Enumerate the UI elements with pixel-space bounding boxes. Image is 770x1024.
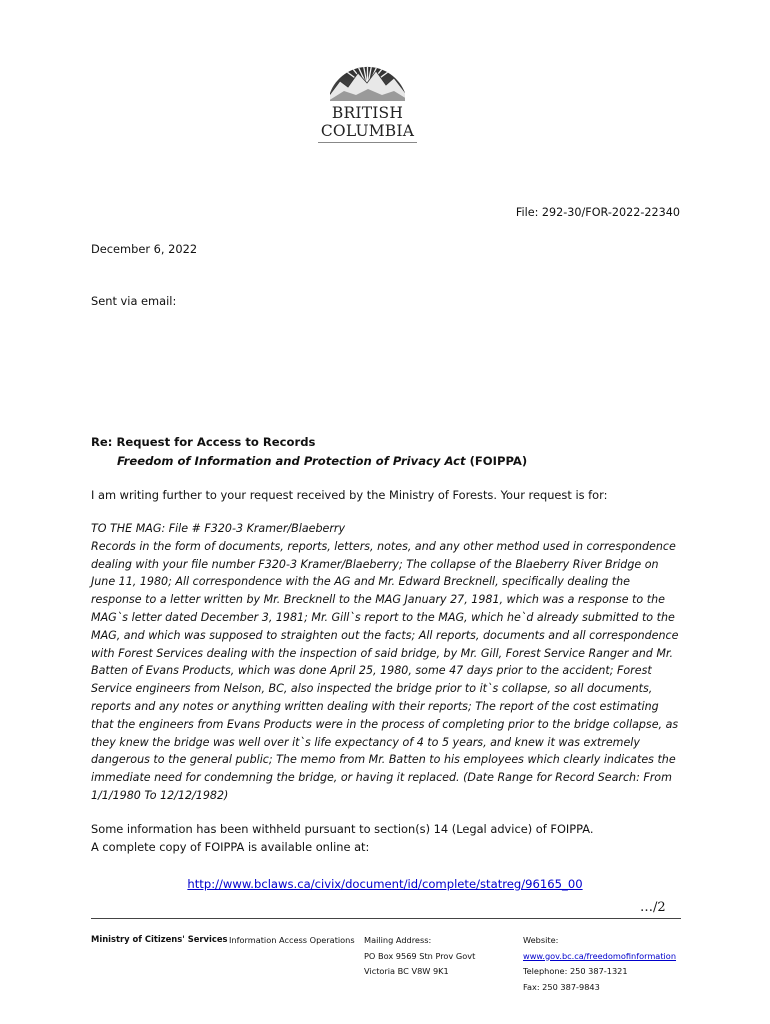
- website-link[interactable]: www.gov.bc.ca/freedomofinformation: [523, 950, 677, 961]
- copy-available-line: A complete copy of FOIPPA is available online at:: [91, 840, 370, 854]
- re-act-line: [91, 452, 527, 471]
- request-line: TO THE MAG: File # F320-3 Kramer/Blaeberry: [91, 522, 346, 535]
- footer-mailing: [364, 933, 475, 980]
- request-line: reports and any notes or anything written dealing with their reports; The report of the cost estimating: [91, 699, 659, 713]
- page-continuation: …/2: [640, 900, 666, 915]
- telephone: Telephone: 250 387-1321: [523, 966, 628, 976]
- mailing-line2: Victoria BC V8W 9K1: [364, 966, 449, 976]
- request-text: [91, 520, 691, 805]
- letterhead-underline: [318, 142, 417, 143]
- mailing-label: Mailing Address:: [364, 935, 432, 945]
- letterhead-british: BRITISH: [331, 104, 404, 122]
- request-line: MAG, and which was supposed to straighten out the facts; All reports, documents and all correspondence: [91, 628, 679, 642]
- bc-sun-mountain-emblem: [310, 45, 425, 107]
- file-reference: File: 292-30/FOR-2022-22340: [515, 206, 680, 219]
- intro-paragraph: I am writing further to your request received by the Ministry of Forests. Your request is for:: [91, 488, 608, 502]
- link-wrapper: [0, 873, 770, 892]
- request-line: dangerous to the general public; The memo from Mr. Batten to his employees which clearly indicates the: [91, 753, 676, 767]
- website-label: Website:: [523, 935, 559, 945]
- withheld-paragraph: [91, 820, 594, 856]
- sent-via: Sent via email:: [91, 294, 177, 308]
- re-subject: [91, 433, 527, 470]
- act-name: Freedom of Information and Protection of Privacy Act: [117, 453, 466, 468]
- letter-date: December 6, 2022: [91, 242, 198, 256]
- footer-divider: [91, 918, 681, 919]
- request-line: Records in the form of documents, reports, letters, notes, and any other method used in correspondence: [91, 539, 676, 553]
- mailing-line1: PO Box 9569 Stn Prov Govt: [364, 950, 476, 961]
- bc-logo: [310, 45, 425, 147]
- act-abbrev: (FOIPPA): [465, 453, 528, 468]
- request-line: that the engineers from Evans Products were in the process of completing prior to the bridge collapse, as: [91, 717, 679, 731]
- request-line: 1/1/1980 To 12/12/1982): [91, 788, 229, 802]
- withheld-line: Some information has been withheld pursuant to section(s) 14 (Legal advice) of FOIPPA.: [91, 822, 594, 836]
- request-line: they knew the bridge was well over it`s life expectancy of 4 to 5 years, and knew it was extremely: [91, 735, 640, 749]
- footer-contact: [523, 933, 676, 995]
- request-line: June 11, 1980; All correspondence with the AG and Mr. Edward Brecknell, specifically dealing the: [91, 575, 630, 589]
- fax: Fax: 250 387-9843: [523, 981, 600, 992]
- request-line: Service engineers from Nelson, BC, also inspected the bridge prior to it`s collapse, so all documents,: [91, 682, 653, 696]
- letterhead-columbia: COLUMBIA: [320, 122, 415, 140]
- re-line: Re: Request for Access to Records: [91, 435, 316, 449]
- request-line: MAG`s letter dated December 3, 1981; Mr. Gill`s report to the MAG, which he`d already submitted to the: [91, 610, 675, 624]
- request-line: with Forest Services dealing with the inspection of said bridge, by Mr. Gill, Forest Service Ranger and Mr.: [91, 646, 673, 660]
- foippa-link[interactable]: http://www.bclaws.ca/civix/document/id/complete/statreg/96165_00: [187, 877, 583, 891]
- request-line: response to a letter written by Mr. Brecknell to the MAG January 27, 1981, which was a response to the: [91, 593, 665, 607]
- footer-office: Information Access Operations: [229, 935, 355, 945]
- request-line: dealing with your file number F320-3 Kramer/Blaeberry; The collapse of the Blaeberry River Bridge on: [91, 557, 659, 571]
- request-line: immediate need for condemning the bridge, or having it replaced. (Date Range for Record Search: From: [91, 771, 672, 785]
- request-line: Batten of Evans Products, which was done April 25, 1980, some 47 days prior to the accident; Forest: [91, 664, 652, 678]
- footer-ministry: Ministry of Citizens' Services: [91, 934, 228, 944]
